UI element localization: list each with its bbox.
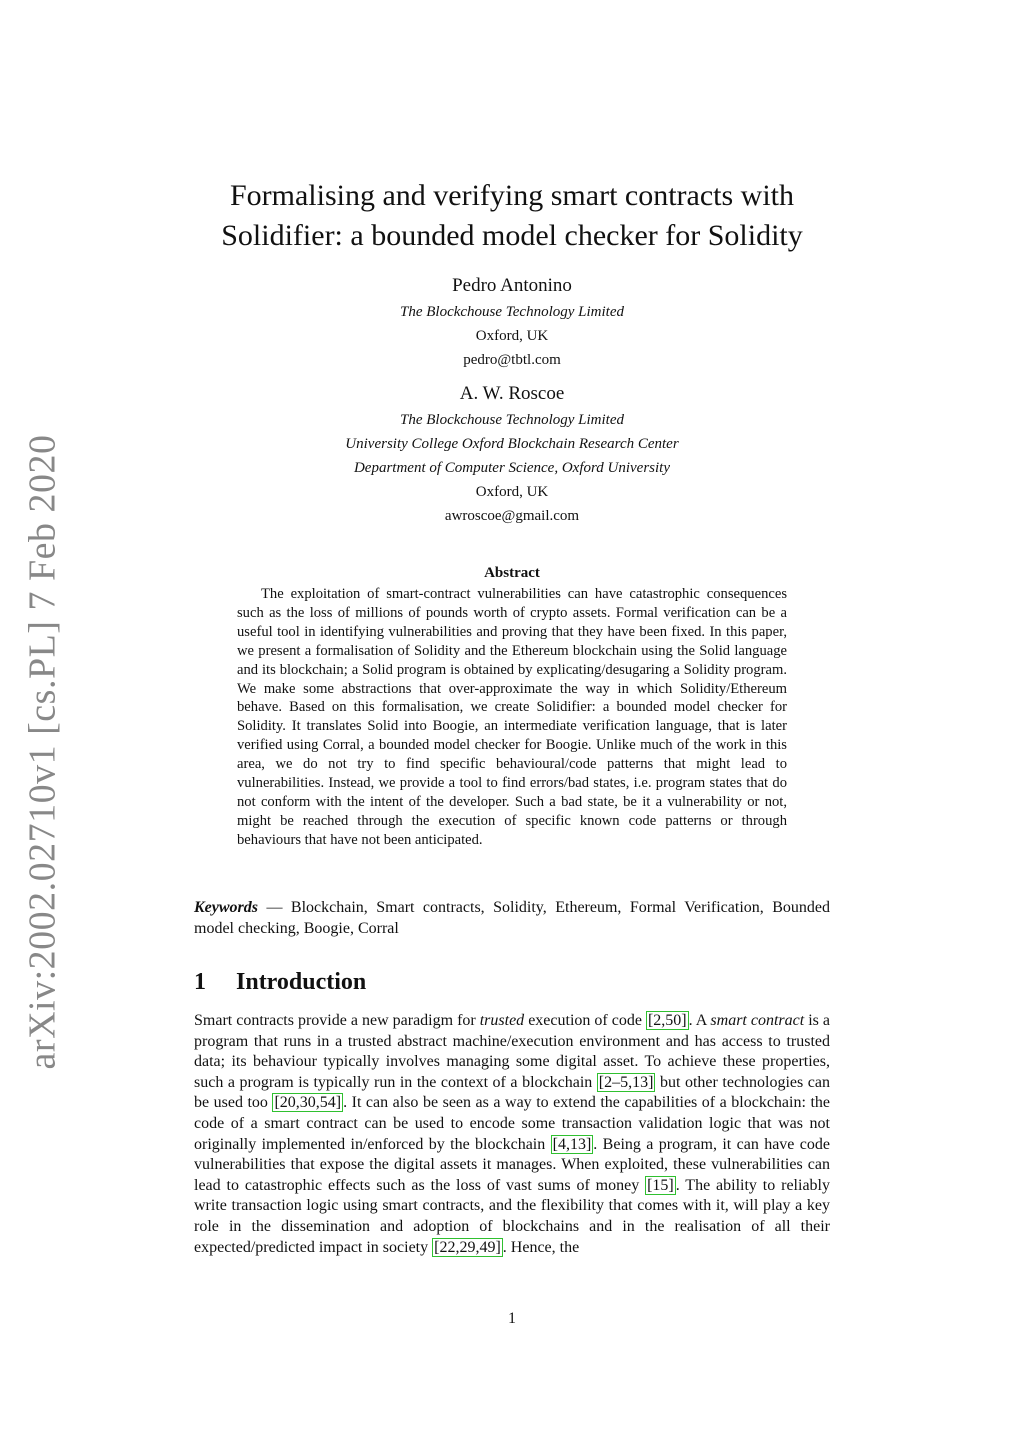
introduction-paragraph: Smart contracts provide a new paradigm for trusted execution of code [2,50] . A smart contract is a program that runs in a trusted abstract machine/execution environment and has access to trusted data; its behaviour typically involves managing some digital asset. To achieve these properties, such a program is typically run in the context of a blockchain [2–5,13] but other technologies can be used too [20,30,54] . It can also be seen as a way to extend the capabilities of a blockchain: the code of a smart contract can be used to encode some transaction validation logic that was not originally implemented in/enforced by the blockchain [4,13] . Being a program, it can have code vulnerabilities that expose the digital assets it manages. When exploited, these vulnerabilities can lead to catastrophic effects such as the loss of vast sums of money [15] . The ability to reliably write transaction logic using smart contracts, and the flexibility that comes with it, will play a key role in the dissemination and adoption of blockchains and in the realisation of all their expected/predicted impact in society [22,29,49] . Hence, the [194, 1012, 831, 1256]
keywords-label: Keywords [194, 899, 258, 916]
author-email: awroscoe@gmail.com [444, 508, 580, 524]
author-location: Oxford, UK [475, 328, 549, 344]
citation-link[interactable]: [15] [647, 1176, 674, 1194]
arxiv-id-text: arXiv:2002.02710v1 [cs.PL] 7 Feb 2020 [21, 434, 64, 1070]
citation-link[interactable]: [2–5,13] [598, 1073, 654, 1091]
page-number: 1 [508, 1310, 516, 1327]
citation-link[interactable]: [22,29,49] [434, 1238, 501, 1256]
title-line-1: Formalising and verifying smart contracts with [229, 179, 795, 212]
section-title: Introduction [236, 969, 367, 995]
author-email: pedro@tbtl.com [463, 352, 561, 368]
citation-link[interactable]: [4,13] [552, 1135, 592, 1153]
author-affiliation: The Blockchouse Technology Limited [400, 412, 624, 428]
abstract-heading: Abstract [484, 565, 540, 581]
author-block [150, 272, 874, 528]
author-affiliation: Department of Computer Science, Oxford University [353, 460, 671, 476]
author-location: Oxford, UK [475, 484, 549, 500]
abstract-body: The exploitation of smart-contract vulnerabilities can have catastrophic consequences such as the loss of millions of pounds worth of crypto assets. Formal verification can be a useful tool in identifying vulnerabilities and proving that they have been fixed. In this paper, we present a formalisation of Solidity and the Ethereum blockchain using the Solid language and its blockchain; a Solid program is obtained by explicating/desugaring a Solidity program. We make some abstractions that over-approximate the way in which Solidity/Ethereum behave. Based on this formalisation, we create Solidifier: a bounded model checker for Solidity. It translates Solid into Boogie, an intermediate verification language, that is later verified using Corral, a bounded model checker for Boogie. Unlike much of the work in this area, we do not try to find specific behavioural/code patterns that might lead to vulnerabilities. Instead, we provide a tool to find errors/bad states, i.e. program states that do not conform with the intent of the developer. Such a bad state, be it a vulnerability or not, might be reached through the execution of specific known code patterns or through behaviours that have not been anticipated. [237, 586, 787, 848]
author-affiliation: The Blockchouse Technology Limited [400, 304, 624, 320]
paper-title [150, 176, 874, 256]
title-line-2: Solidifier: a bounded model checker for Solidity [221, 219, 803, 252]
author-name: Pedro Antonino [452, 275, 572, 296]
citation-link[interactable]: [20,30,54] [274, 1094, 342, 1112]
section-number: 1 [194, 969, 206, 995]
arxiv-side-identifier [12, 434, 72, 1070]
keywords-list: — Blockchain, Smart contracts, Solidity, Ethereum, Formal Verification, Bounded model checking, Boogie, Corral [194, 899, 831, 937]
author-affiliation: University College Oxford Blockchain Research Center [345, 436, 679, 452]
emphasis: trusted [479, 1012, 525, 1029]
keywords-paragraph [194, 897, 830, 939]
emphasis: smart contract [710, 1012, 805, 1029]
author-name: A. W. Roscoe [459, 383, 565, 404]
section-heading [194, 966, 830, 998]
citation-link[interactable]: [2,50] [647, 1012, 687, 1029]
